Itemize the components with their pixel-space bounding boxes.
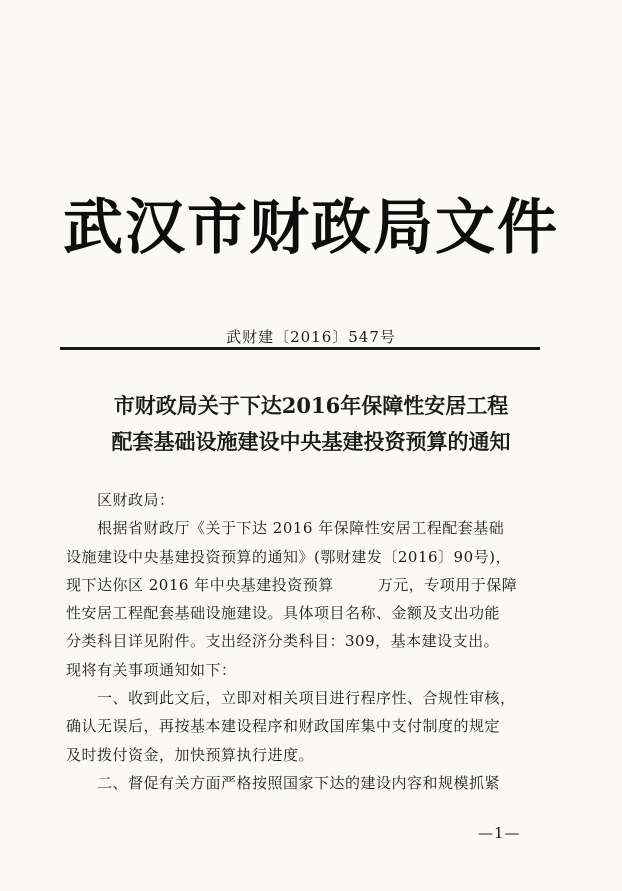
budget-purpose-text: 万元，专项用于保障 [377,575,518,594]
notice-title-line1: 市财政局关于下达2016年保障性安居工程 [113,393,509,418]
paragraph-line: 二、督促有关方面严格按照国家下达的建设内容和规模抓紧 [97,773,501,792]
salutation: 区财政局： [97,491,175,509]
paragraph-line: 分类科目详见附件。支出经济分类科目：309，基本建设支出。 [66,632,500,651]
document-number: 武财建〔2016〕547号 [226,328,396,346]
paragraph-line: 确认无误后，再按基本建设程序和财政国库集中支付制度的规定 [66,717,501,736]
notice-body [66,486,556,797]
header-divider [60,347,540,350]
issuing-authority-title: 武汉市财政局文件 [63,193,559,263]
budget-text: 现下达你区 2016 年中央基建投资预算 [66,575,334,594]
paragraph-line: 现将有关事项通知如下： [66,660,237,679]
page-number: —1— [478,824,521,842]
paragraph-line: 设施建设中央基建投资预算的通知》(鄂财建发〔2016〕90号)， [66,547,511,566]
paragraph-line: 一、收到此文后，立即对相关项目进行程序性、合规性审核， [97,689,516,708]
paragraph-line: 根据省财政厅《关于下达 2016 年保障性安居工程配套基础 [97,519,505,538]
paragraph-line: 及时拨付资金，加快预算执行进度。 [66,745,315,764]
notice-title-line2: 配套基础设施建设中央基建投资预算的通知 [111,429,511,454]
paragraph-line: 性安居工程配套基础设施建设。具体项目名称、金额及支出功能 [66,604,501,623]
paragraph-line [66,571,556,599]
notice-title [0,388,622,460]
